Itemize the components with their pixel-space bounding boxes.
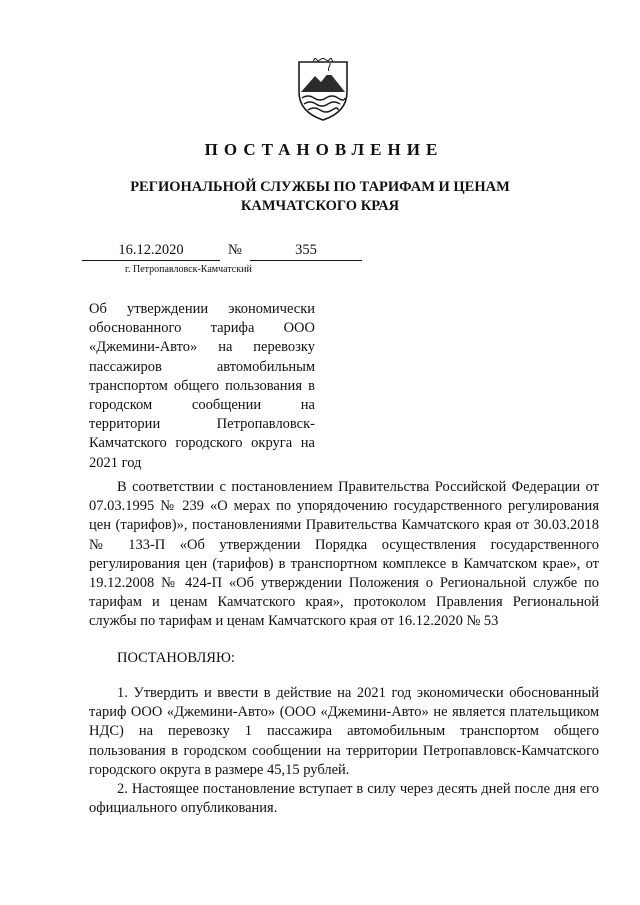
document-subject: Об утверждении экономически обоснованного тарифа ООО «Джемини-Авто» на перевозку пассажиров автомобильным транспортом общего пользования в городском сообщении на территории Петропавловск-Камчатского городского округа на 2021 год: [89, 301, 315, 471]
coat-of-arms-icon: [293, 58, 353, 122]
issuing-authority: [0, 178, 640, 216]
document-number: 355: [250, 242, 362, 261]
document-date: 16.12.2020: [82, 242, 220, 261]
city-label: г. Петропавловск-Камчатский: [125, 264, 252, 275]
authority-line-2: КАМЧАТСКОГО КРАЯ: [240, 198, 400, 214]
preamble-paragraph: В соответствии с постановлением Правительства Российской Федерации от 07.03.1995 № 239 «О мерах по упорядочению государственного регулирования цен (тарифов)», постановлениями Правительства Камчатского края от 30.03.2018 № 133-П «Об утверждении Порядка осуществления государственного регулирования цен (тарифов) в транспортном комплексе в Камчатском крае», от 19.12.2008 № 424-П «Об утверждении Положения о Региональной службе по тарифам и ценам Камчатского края», протоколом Правления Региональной службы по тарифам и ценам Камчатского края от 16.12.2020 № 53: [89, 479, 599, 630]
resolution-item-2: 2. Настоящее постановление вступает в силу через десять дней после дня его официального опубликования.: [89, 781, 599, 817]
authority-line-1: РЕГИОНАЛЬНОЙ СЛУЖБЫ ПО ТАРИФАМ И ЦЕНАМ: [130, 179, 510, 195]
resolution-item-1: 1. Утвердить и ввести в действие на 2021 год экономически обоснованный тариф ООО «Джемини-Авто» (ООО «Джемини-Авто» не является плательщиком НДС) на перевозку 1 пассажира автомобильным транспортом общего пользования в городском сообщении на территории Петропавловск-Камчатского городского округа в размере 45,15 рублей.: [89, 685, 599, 778]
resolution-items: [89, 684, 599, 818]
resolve-heading: ПОСТАНОВЛЯЮ:: [117, 650, 235, 666]
document-title: ПОСТАНОВЛЕНИЕ: [204, 140, 444, 159]
number-sign: №: [228, 242, 242, 258]
